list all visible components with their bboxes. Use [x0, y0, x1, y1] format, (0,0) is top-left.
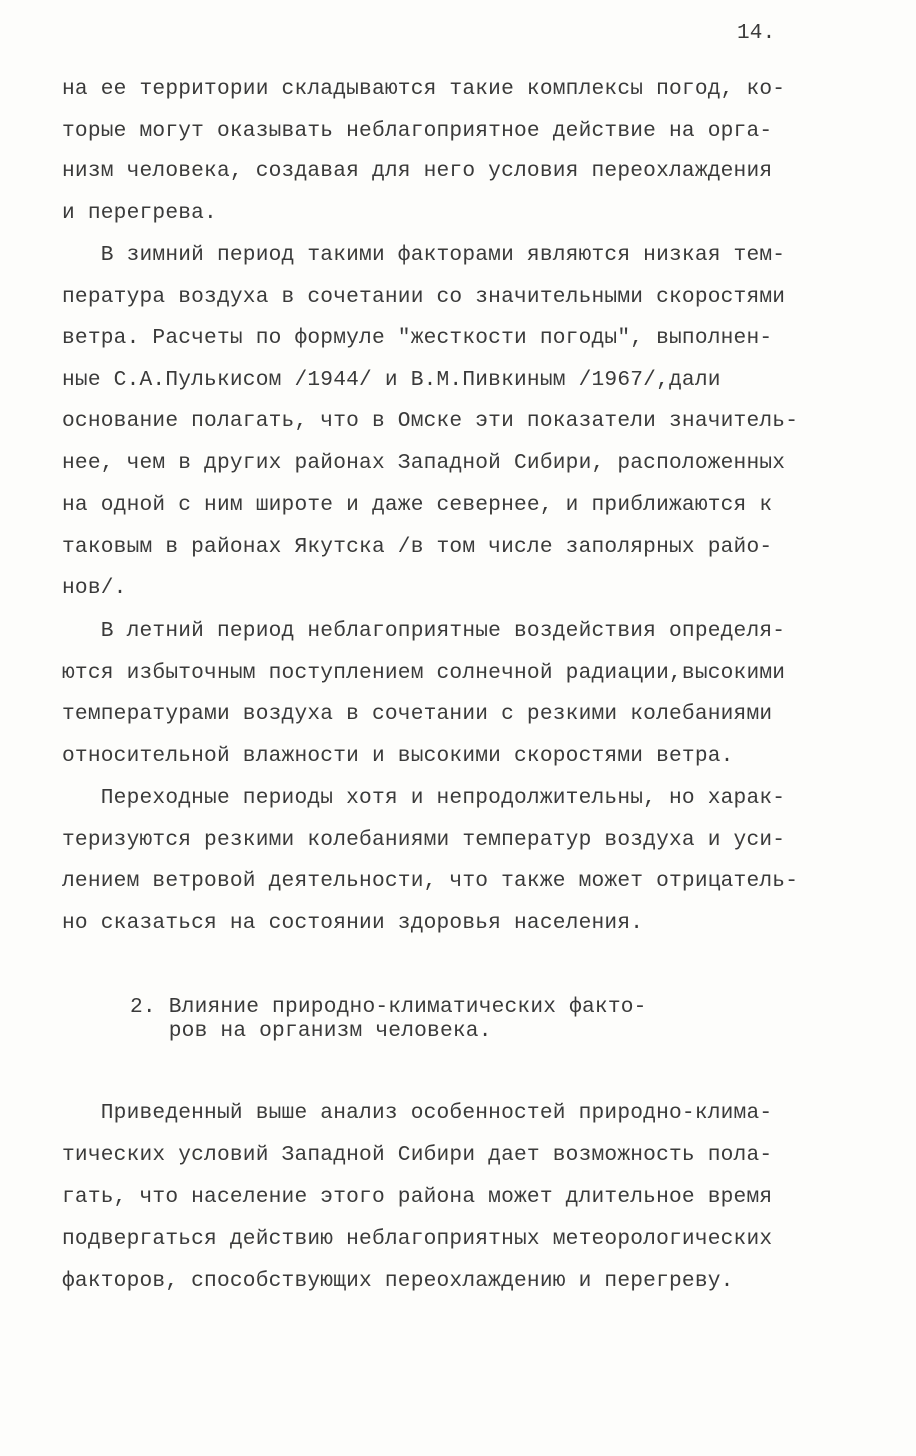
paragraph-5-line: факторов, способствующих переохлаждению и перегреву. — [62, 1269, 734, 1293]
section-heading-line: ров на организм человека. — [130, 1019, 492, 1043]
paragraph-2-line: основание полагать, что в Омске эти показатели значитель- — [62, 409, 799, 433]
page-number: 14. — [737, 22, 776, 45]
paragraph-3-line: В летний период неблагоприятные воздействия определя- — [62, 619, 786, 643]
paragraph-3-line: ются избыточным поступлением солнечной радиации,высокими — [62, 661, 786, 685]
paragraph-2-line: нов/. — [62, 576, 127, 600]
paragraph-2-line: В зимний период такими факторами являются низкая тем- — [62, 243, 786, 267]
paragraph-2-line: на одной с ним широте и даже севернее, и приближаются к — [62, 493, 773, 517]
paragraph-5-line: подвергаться действию неблагоприятных метеорологических — [62, 1227, 773, 1251]
paragraph-5-line: Приведенный выше анализ особенностей природно-клима- — [62, 1101, 773, 1125]
paragraph-3-line: относительной влажности и высокими скоростями ветра. — [62, 744, 734, 768]
paragraph-1-line: торые могут оказывать неблагоприятное действие на орга- — [62, 119, 773, 143]
paragraph-2-line: нее, чем в других районах Западной Сибири, расположенных — [62, 451, 786, 475]
paragraph-4-line: Переходные периоды хотя и непродолжительны, но харак- — [62, 786, 786, 810]
paragraph-1-line: низм человека, создавая для него условия переохлаждения — [62, 159, 773, 183]
paragraph-4-line: лением ветровой деятельности, что также может отрицатель- — [62, 869, 799, 893]
paragraph-2-line: таковым в районах Якутска /в том числе заполярных райо- — [62, 535, 773, 559]
paragraph-3-line: температурами воздуха в сочетании с резкими колебаниями — [62, 702, 773, 726]
paragraph-1-line: на ее территории складываются такие комплексы погод, ко- — [62, 77, 786, 101]
paragraph-4-line: но сказаться на состоянии здоровья населения. — [62, 911, 644, 935]
paragraph-2-line: ные С.А.Пулькисом /1944/ и В.М.Пивкиным /1967/,дали — [62, 368, 721, 392]
paragraph-4-line: теризуются резкими колебаниями температур воздуха и уси- — [62, 828, 786, 852]
paragraph-2-line: ветра. Расчеты по формуле "жесткости погоды", выполнен- — [62, 326, 773, 350]
paragraph-5-line: гать, что население этого района может длительное время — [62, 1185, 773, 1209]
paragraph-5-line: тических условий Западной Сибири дает возможность пола- — [62, 1143, 773, 1167]
paragraph-2-line: пература воздуха в сочетании со значительными скоростями — [62, 285, 786, 309]
section-heading-line: 2. Влияние природно-климатических факто- — [130, 995, 647, 1019]
paragraph-1-line: и перегрева. — [62, 201, 217, 225]
